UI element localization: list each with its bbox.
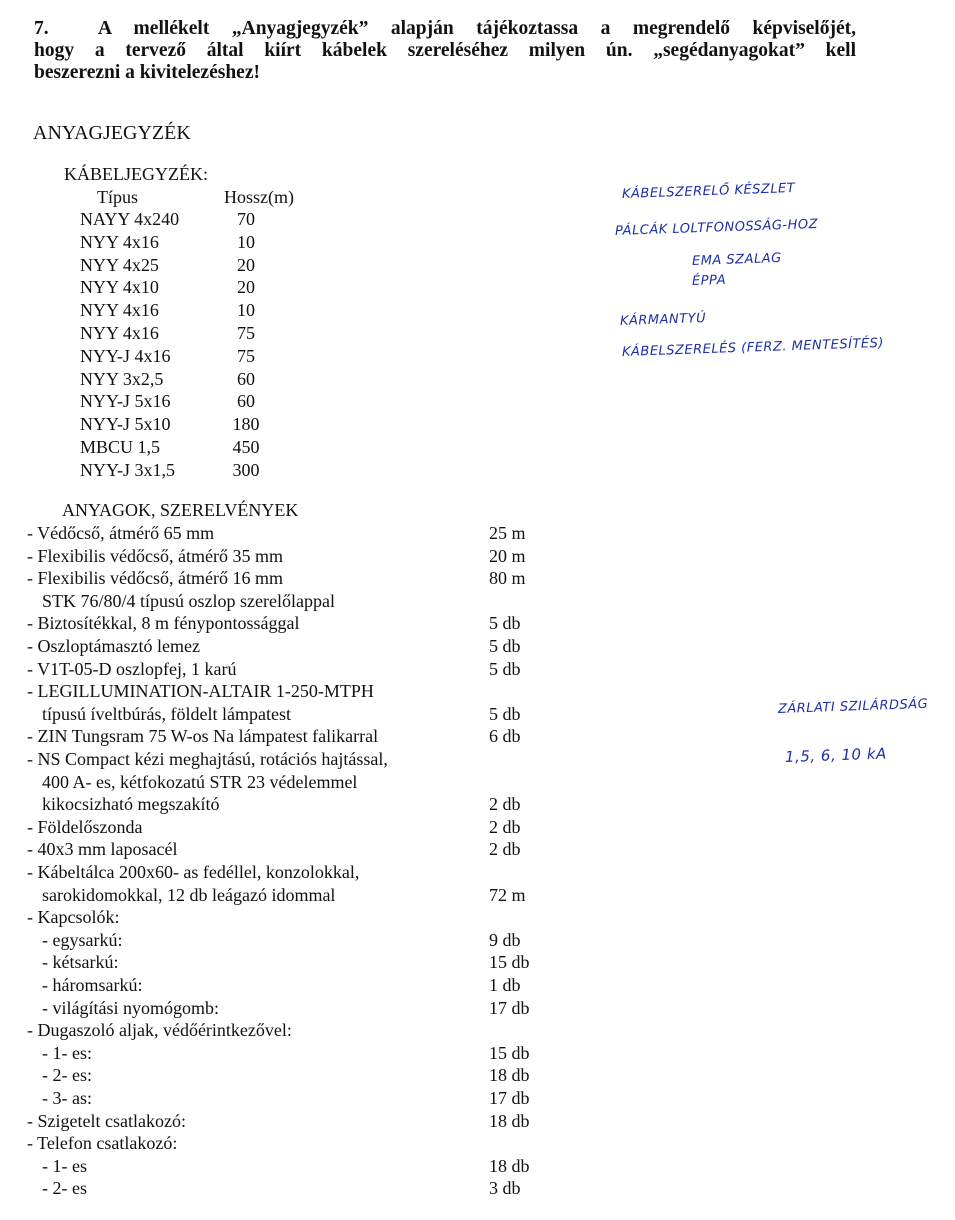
- cable-length: 10: [237, 231, 255, 252]
- material-item: - Kábeltálca 200x60- as fedéllel, konzolokkal,: [27, 862, 360, 882]
- material-quantity: 1 db: [489, 975, 521, 995]
- materials-heading: ANYAGOK, SZERELVÉNYEK: [62, 500, 299, 520]
- material-quantity: 9 db: [489, 929, 521, 950]
- document-title: ANYAGJEGYZÉK: [33, 122, 191, 144]
- cable-length: 180: [232, 414, 260, 435]
- material-quantity: 3 db: [489, 1178, 521, 1199]
- cable-type: NYY-J 5x10: [80, 414, 171, 435]
- handwritten-note-1: KÁBELSZERELŐ KÉSZLET: [621, 180, 796, 202]
- material-quantity: 2 db: [489, 794, 521, 815]
- question-line-1: A mellékelt „Anyagjegyzék” alapján tájékoztassa a megrendelő képviselőjét,: [98, 18, 856, 39]
- cable-type: NYY 4x16: [80, 323, 159, 343]
- material-quantity: 5 db: [489, 636, 521, 656]
- handwritten-note-5: KÁRMANTYÚ: [619, 310, 707, 329]
- cable-type: NYY-J 5x16: [80, 391, 171, 412]
- cable-type: NYY 4x16: [80, 300, 159, 321]
- cable-length: 300: [232, 459, 260, 480]
- material-item: - 40x3 mm laposacél: [27, 839, 178, 860]
- cable-type: NYY 4x10: [80, 277, 159, 298]
- cable-type: NAYY 4x240: [80, 209, 180, 229]
- material-quantity: 15 db: [489, 1042, 530, 1063]
- cable-type-header: Típus: [97, 187, 139, 207]
- material-item: - LEGILLUMINATION-ALTAIR 1-250-MTPH: [27, 681, 374, 702]
- handwritten-note-8: 1,5, 6, 10 kA: [784, 744, 888, 766]
- handwritten-note-7: ZÁRLATI SZILÁRDSÁG: [777, 696, 929, 717]
- question-line-2: hogy a tervező által kiírt kábelek szereléséhez milyen ún. „segédanyagokat” kell: [34, 40, 856, 61]
- cable-length: 20: [237, 254, 255, 275]
- question-number: 7.: [34, 18, 49, 39]
- question-line-3: beszerezni a kivitelezéshez!: [34, 62, 260, 83]
- material-quantity: 72 m: [489, 884, 526, 905]
- material-item: 400 A- es, kétfokozatú STR 23 védelemmel: [42, 771, 358, 792]
- cable-length: 70: [237, 209, 255, 229]
- material-item: - világítási nyomógomb:: [42, 997, 219, 1018]
- material-quantity: 6 db: [489, 726, 521, 747]
- material-item: - egysarkú:: [42, 929, 123, 950]
- material-item: - Oszloptámasztó lemez: [27, 636, 200, 656]
- handwritten-note-4: ÉPPA: [691, 272, 727, 289]
- material-item: - Flexibilis védőcső, átmérő 35 mm: [27, 545, 283, 566]
- material-quantity: 20 m: [489, 545, 526, 566]
- material-quantity: 17 db: [489, 997, 530, 1018]
- material-item: - Dugaszoló aljak, védőérintkezővel:: [27, 1020, 292, 1041]
- material-quantity: 15 db: [489, 952, 530, 973]
- cable-length: 20: [237, 277, 255, 298]
- material-item: - ZIN Tungsram 75 W-os Na lámpatest falikarral: [27, 726, 379, 747]
- cable-length: 10: [237, 300, 255, 321]
- handwritten-note-3: EMA SZALAG: [691, 250, 782, 269]
- handwritten-note-6: KÁBELSZERELÉS (FERZ. MENTESÍTÉS): [621, 335, 885, 360]
- material-item: - Kapcsolók:: [27, 907, 120, 928]
- material-item: kikocsizható megszakító: [42, 794, 220, 815]
- cable-type: NYY 3x2,5: [80, 368, 164, 389]
- cable-type: NYY-J 4x16: [80, 345, 171, 366]
- cable-type: NYY-J 3x1,5: [80, 459, 176, 480]
- material-quantity: 5 db: [489, 658, 521, 679]
- material-quantity: 18 db: [489, 1155, 530, 1176]
- material-item: sarokidomokkal, 12 db leágazó idommal: [42, 884, 336, 905]
- material-item: - Védőcső, átmérő 65 mm: [27, 523, 215, 543]
- cable-length: 75: [237, 323, 255, 343]
- cable-length-header: Hossz(m): [224, 187, 294, 207]
- material-item: - NS Compact kézi meghajtású, rotációs hajtással,: [27, 749, 388, 769]
- material-item: - Biztosítékkal, 8 m fénypontossággal: [27, 613, 300, 634]
- cable-type: NYY 4x25: [80, 254, 159, 275]
- handwritten-note-2: PÁLCÁK LOLTFONOSSÁG-HOZ: [614, 216, 819, 239]
- material-quantity: 18 db: [489, 1110, 530, 1131]
- material-quantity: 2 db: [489, 816, 521, 837]
- material-quantity: 5 db: [489, 703, 521, 724]
- material-quantity: 5 db: [489, 613, 521, 634]
- material-quantity: 80 m: [489, 568, 526, 589]
- cable-list-heading: KÁBELJEGYZÉK:: [64, 164, 208, 184]
- cable-length: 60: [237, 391, 255, 412]
- material-item: típusú íveltbúrás, földelt lámpatest: [42, 703, 291, 724]
- material-item: - kétsarkú:: [42, 952, 119, 973]
- material-item: - Szigetelt csatlakozó:: [27, 1110, 186, 1131]
- material-item: - háromsarkú:: [42, 975, 143, 995]
- material-item: - 2- es: [42, 1178, 87, 1199]
- cable-length: 60: [237, 368, 255, 389]
- material-item: - 1- es: [42, 1155, 87, 1176]
- cable-type: NYY 4x16: [80, 231, 159, 252]
- material-item: - Flexibilis védőcső, átmérő 16 mm: [27, 568, 283, 589]
- material-item: - 2- es:: [42, 1065, 92, 1086]
- material-quantity: 17 db: [489, 1088, 530, 1108]
- material-item: - Telefon csatlakozó:: [27, 1133, 178, 1154]
- material-item: - 1- es:: [42, 1042, 92, 1063]
- material-quantity: 2 db: [489, 839, 521, 860]
- material-item: - Földelőszonda: [27, 816, 143, 837]
- material-item: - V1T-05-D oszlopfej, 1 karú: [27, 658, 237, 679]
- cable-type: MBCU 1,5: [80, 437, 161, 457]
- material-quantity: 25 m: [489, 523, 526, 543]
- material-item: STK 76/80/4 típusú oszlop szerelőlappal: [42, 590, 335, 611]
- material-item: - 3- as:: [42, 1088, 92, 1108]
- material-quantity: 18 db: [489, 1065, 530, 1086]
- cable-length: 75: [237, 345, 255, 366]
- cable-length: 450: [232, 437, 260, 457]
